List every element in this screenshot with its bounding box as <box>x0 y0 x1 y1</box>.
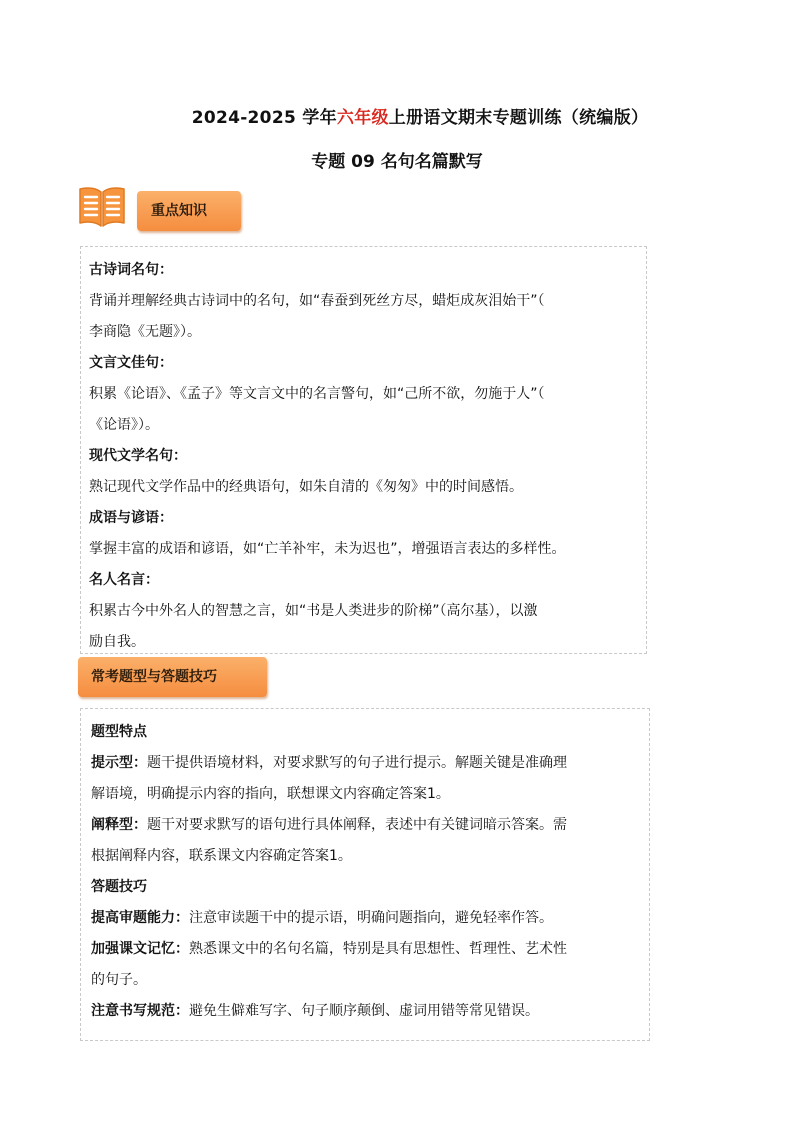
knowledge-text: 李商隐《无题》）。 <box>89 324 201 340</box>
document-title <box>0 103 794 128</box>
technique-label: 注意书写规范： <box>91 1003 189 1019</box>
technique-label: 加强课文记忆： <box>91 941 189 957</box>
technique-line <box>91 934 641 965</box>
knowledge-text: 积累古今中外名人的智慧之言，如“书是人类进步的阶梯”（高尔基），以激 <box>89 603 538 619</box>
technique-line <box>91 748 641 779</box>
technique-label: 提示型： <box>91 755 147 771</box>
technique-text: 避免生僻难写字、句子顺序颠倒、虚词用错等常见错误。 <box>189 1003 539 1019</box>
technique-line <box>91 965 641 996</box>
knowledge-heading: 现代文学名句： <box>89 448 187 464</box>
knowledge-heading: 古诗词名句： <box>89 262 173 278</box>
open-book-icon <box>78 185 126 229</box>
technique-text: 题干提供语境材料，对要求默写的句子进行提示。解题关键是准确理 <box>147 755 567 771</box>
section-tag-key-knowledge: 重点知识 <box>137 191 241 231</box>
title-prefix: 2024-2025 学年 <box>191 108 337 128</box>
knowledge-text: 背诵并理解经典古诗词中的名句，如“春蚕到死丝方尽，蜡炬成灰泪始干”（ <box>89 293 545 309</box>
knowledge-heading: 成语与谚语： <box>89 510 173 526</box>
technique-line <box>91 779 641 810</box>
technique-line <box>91 903 641 934</box>
knowledge-text: 积累《论语》、《孟子》等文言文中的名言警句，如“己所不欲，勿施于人”（ <box>89 386 545 402</box>
technique-text: 的句子。 <box>91 972 147 988</box>
title-suffix: 上册语文期末专题训练（统编版） <box>388 108 649 128</box>
knowledge-text: 熟记现代文学作品中的经典语句，如朱自清的《匆匆》中的时间感悟。 <box>89 479 523 495</box>
technique-text: 解语境，明确提示内容的指向，联想课文内容确定答案1。 <box>91 786 450 802</box>
question-types-box <box>80 708 650 1041</box>
document-subtitle: 专题 09 名句名篇默写 <box>311 152 483 172</box>
knowledge-text: 掌握丰富的成语和谚语，如“亡羊补牢，未为迟也”，增强语言表达的多样性。 <box>89 541 566 557</box>
technique-text: 根据阐释内容，联系课文内容确定答案1。 <box>91 848 352 864</box>
technique-label: 答题技巧 <box>91 879 147 895</box>
knowledge-heading: 文言文佳句： <box>89 355 173 371</box>
technique-label: 提高审题能力： <box>91 910 189 926</box>
technique-text: 熟悉课文中的名句名篇，特别是具有思想性、哲理性、艺术性 <box>189 941 567 957</box>
technique-text: 题干对要求默写的语句进行具体阐释，表述中有关键词暗示答案。需 <box>147 817 567 833</box>
technique-line <box>91 717 641 748</box>
technique-line <box>91 841 641 872</box>
technique-text: 注意审读题干中的提示语，明确问题指向，避免轻率作答。 <box>189 910 553 926</box>
knowledge-text: 励自我。 <box>89 634 145 650</box>
section-tag-question-types: 常考题型与答题技巧 <box>78 657 267 697</box>
technique-line <box>91 872 641 903</box>
technique-label: 阐释型： <box>91 817 147 833</box>
knowledge-heading: 名人名言： <box>89 572 159 588</box>
technique-label: 题型特点 <box>91 724 147 740</box>
technique-line <box>91 810 641 841</box>
knowledge-text: 《论语》）。 <box>89 417 159 433</box>
title-grade: 六年级 <box>336 108 389 128</box>
technique-line <box>91 996 641 1027</box>
key-knowledge-box <box>80 246 647 654</box>
